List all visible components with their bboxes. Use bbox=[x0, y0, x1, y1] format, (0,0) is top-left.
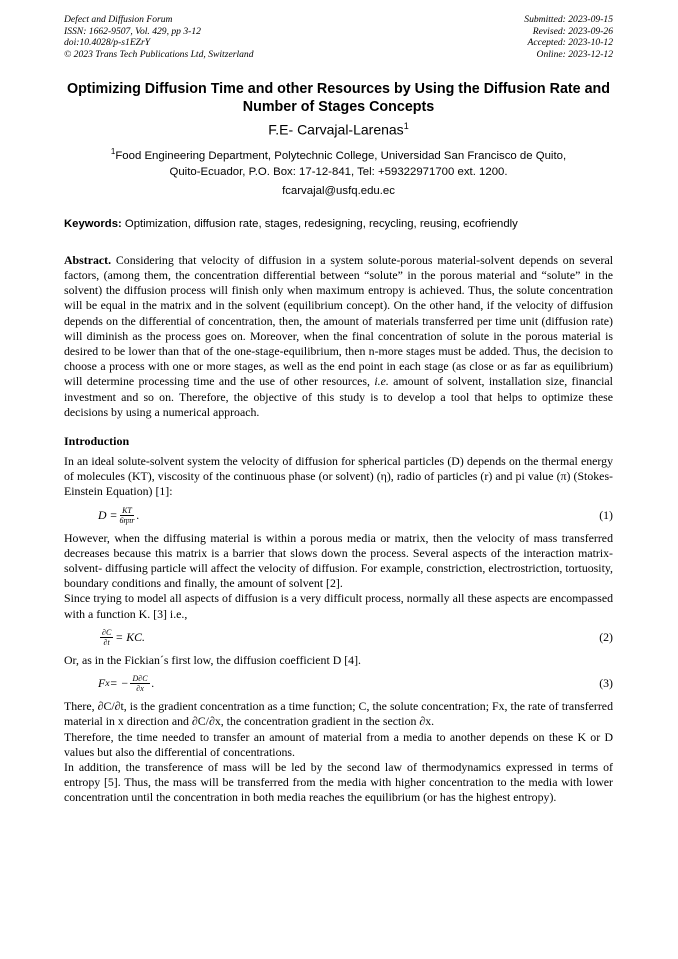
equation-1 bbox=[64, 506, 613, 525]
eq2-rhs: = KC. bbox=[115, 629, 145, 644]
eq2-fraction bbox=[100, 628, 113, 647]
intro-paragraph-2a: However, when the diffusing material is within a porous media or matrix, then the velocity of mass transferred decreases because this matrix is a barrier that slows down the process. Several aspects of the interaction matrix-solvent- diffusing particle will affect the velocity of diffusion. For example, constriction, electrostriction, tortuosity, boundary conditions and finally, the amount of solvent [2]. bbox=[64, 530, 613, 591]
doi: doi:10.4028/p-s1EZrY bbox=[64, 37, 151, 49]
journal-name: Defect and Diffusion Forum bbox=[64, 14, 173, 25]
eq1-fraction bbox=[119, 506, 134, 525]
intro-paragraph-4a: There, ∂C/∂t, is the gradient concentration as a time function; C, the solute concentration; Fx, the rate of transferred material in x direction and ∂C/∂x, the concentration gradient in the section ∂x. bbox=[64, 699, 613, 729]
affiliation-sup: 1 bbox=[110, 147, 116, 157]
abstract-label: Abstract. bbox=[64, 252, 112, 267]
eq2-numerator: ∂C bbox=[102, 627, 112, 637]
online-date: Online: 2023-12-12 bbox=[536, 48, 613, 60]
journal-info bbox=[64, 14, 254, 60]
intro-paragraph-3: Or, as in the Fickian´s first low, the diffusion coefficient D [4]. bbox=[64, 652, 361, 667]
author-sup: 1 bbox=[403, 121, 409, 132]
intro-paragraph-2b: Since trying to model all aspects of diffusion is a very difficult process, normally all these aspects are encompassed with a function K. [3] i.e., bbox=[64, 591, 613, 621]
submitted-date: Submitted: 2023-09-15 bbox=[524, 14, 613, 25]
eq3-mid: = − bbox=[109, 676, 129, 691]
author-email[interactable]: fcarvajal@usfq.edu.ec bbox=[282, 184, 395, 197]
abstract-ie: i.e. bbox=[374, 374, 389, 389]
abstract-text-2: amount of solvent, installation size, financial investment and so on. Therefore, the objective of this study is to develop a tool that helps to optimize these decisions by using a numerical approach. bbox=[64, 374, 613, 419]
intro-paragraph-1: In an ideal solute-solvent system the velocity of diffusion for spherical particles (D) depends on the thermal energy of molecules (KT), viscosity of the continuous phase (or solvent) (η), radio of particles (r) and pi value (π) (Stokes-Einstein Equation) [1]: bbox=[64, 454, 613, 499]
equation-1-body bbox=[64, 506, 139, 525]
issn: ISSN: 1662-9507, Vol. 429, pp 3-12 bbox=[64, 25, 201, 37]
author bbox=[64, 121, 613, 138]
introduction-heading: Introduction bbox=[64, 434, 130, 449]
equation-3 bbox=[64, 674, 613, 693]
equation-2-number: (2) bbox=[599, 629, 613, 644]
abstract bbox=[64, 253, 613, 420]
eq3-subscript: x bbox=[105, 678, 110, 690]
affiliation-line1: Food Engineering Department, Polytechnic College, Universidad San Francisco de Quito, bbox=[115, 149, 567, 162]
eq3-tail: . bbox=[151, 676, 155, 691]
eq1-numerator: KT bbox=[122, 505, 132, 515]
eq3-fraction bbox=[130, 674, 149, 693]
affiliation-line2: Quito-Ecuador, P.O. Box: 17-12-841, Tel: +59322971700 ext. 1200. bbox=[169, 165, 508, 178]
keywords-label: Keywords: bbox=[64, 217, 122, 230]
copyright: © 2023 Trans Tech Publications Ltd, Switzerland bbox=[64, 48, 254, 60]
accepted-date: Accepted: 2023-10-12 bbox=[527, 37, 613, 49]
journal-header bbox=[64, 14, 613, 60]
equation-2 bbox=[64, 628, 613, 647]
equation-2-body bbox=[64, 628, 145, 647]
dates-info bbox=[524, 14, 613, 60]
intro-paragraph-4b: Therefore, the time needed to transfer an amount of material from a media to another depends on these K or D values but also the differential of concentrations. bbox=[64, 729, 613, 759]
revised-date: Revised: 2023-09-26 bbox=[532, 25, 613, 37]
eq2-denominator: ∂t bbox=[103, 637, 110, 647]
equation-3-number: (3) bbox=[599, 676, 613, 691]
equation-1-number: (1) bbox=[599, 507, 613, 522]
eq3-denominator: ∂x bbox=[136, 684, 144, 694]
eq3-numerator: D∂C bbox=[132, 674, 148, 684]
eq1-denominator: 6ηπr bbox=[119, 515, 135, 525]
paper-page bbox=[64, 14, 613, 806]
intro-paragraph-4c: In addition, the transference of mass will be led by the second law of thermodynamics expressed in terms of entropy [5]. Thus, the mass will be transferred from the media with higher concentration to the media with lower concentration until the concentration in both media reaches the equilibrium (or has the highest entropy). bbox=[64, 759, 613, 805]
keywords-text: Optimization, diffusion rate, stages, redesigning, recycling, reusing, ecofriendly bbox=[121, 217, 518, 230]
eq3-lhs: F bbox=[98, 676, 106, 691]
eq1-tail: . bbox=[136, 507, 140, 522]
affiliation bbox=[64, 144, 613, 180]
keywords bbox=[64, 217, 613, 231]
equation-3-body bbox=[64, 674, 155, 693]
eq1-lhs: D = bbox=[98, 507, 118, 522]
abstract-text-1: Considering that velocity of diffusion in a system solute-porous material-solvent depends on several factors, (among them, the concentration differential between “solute” in the porous material and “solute” in the solvent) the diffusion process will finish only when maximum entropy is achieved. Thus, the solute concentration will be equal in the matrix and in the solvent (equilibrium concept). On the other hand, if the velocity of diffusion depends on the differential of concentration, then, the amount of materials transferred per time unit (diffusion rate) will diminish as the process goes on. Moreover, when the final concentration of solute in the porous material is desired to be lower than that of the one-stage-equilibrium, then n-more stages must be added. Thus, the decision to choose a process with one or more stages, as well as the end point in each stage (as close or as far as equilibrium) will determine processing time and the use of other resources, bbox=[64, 252, 613, 389]
author-name: F.E- Carvajal-Larenas bbox=[268, 122, 404, 139]
paper-title: Optimizing Diffusion Time and other Resources by Using the Diffusion Rate and Number of Stages Concepts bbox=[66, 81, 611, 116]
